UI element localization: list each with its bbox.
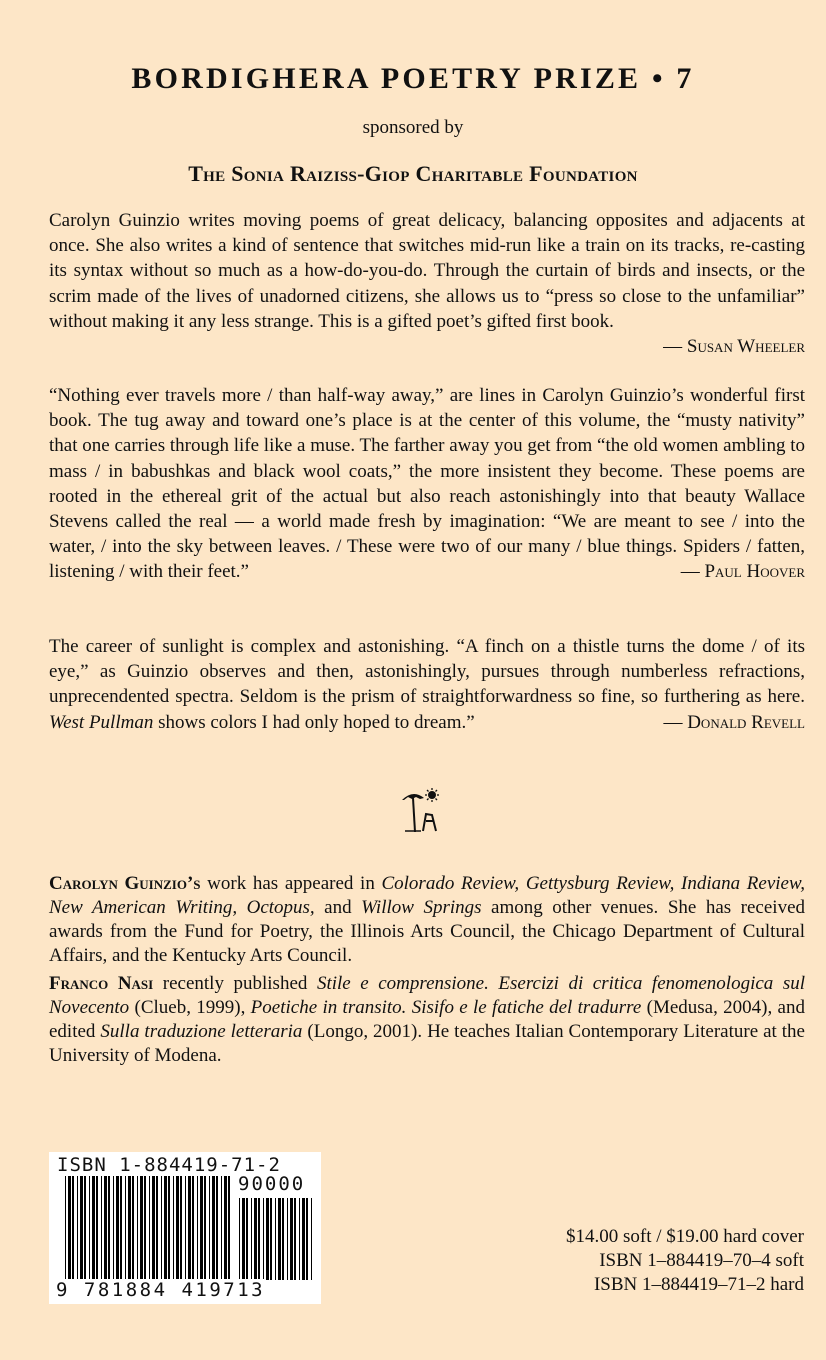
barcode-bar [192, 1176, 194, 1280]
barcode-bar [108, 1176, 110, 1280]
barcode-bar [188, 1176, 191, 1280]
barcode-bar [258, 1198, 260, 1280]
bio-text: (Medusa, 2004), and edited [49, 997, 805, 1042]
bio-text: work has appeared in [200, 873, 382, 894]
blurb-wheeler [49, 208, 805, 359]
blurb-text: Carolyn Guinzio writes moving poems of great delicacy, balancing opposites and adjacents at once. She also writes a kind of sentence that switches mid-run like a train on its tracks, re-casting its syntax without so much as a how-do-you-do. Through the curtain of birds and insects, or the scrim made of the lives of unadorned citizens, she allows us to “press so close to the unfamiliar” without making it any less strange. This is a gifted poet’s gifted first book. [49, 210, 805, 332]
translator-name: Franco Nasi [49, 973, 154, 994]
barcode-bar [302, 1198, 305, 1280]
barcode-bar [137, 1176, 138, 1280]
barcode-bar [168, 1176, 170, 1280]
barcode-bar [156, 1176, 158, 1280]
book-title: West Pullman [49, 711, 154, 733]
bio-text: among other venues. She has received awards from the Fund for Poetry, the Illinois Arts Council, the Chicago Department of Cultural Affairs, and the Kentucky Arts Council. [49, 897, 806, 966]
barcode-bar [216, 1176, 218, 1280]
barcode-bar [68, 1176, 71, 1280]
blurb-revell [49, 634, 805, 735]
isbn-hard: ISBN 1–884419–71–2 hard [593, 1274, 804, 1295]
barcode-bar [161, 1176, 162, 1280]
barcode-bar [270, 1198, 272, 1280]
bio-text: and [314, 897, 362, 918]
barcode-bar [92, 1176, 95, 1280]
blurb-text: “Nothing ever travels more / than half-way away,” are lines in Carolyn Guinzio’s wonderful first book. The tug away and toward one’s place is at the center of this volume, the “musty nativity” that one carries through life like a muse. The farther away you get from “the old women ambling to mass / in babushkas and black wool coats,” the more insistent they become. These poems are rooted in the ethereal grit of the actual but also reach astonishingly into that beauty Wallace Stevens called the real — a world made fresh by imagination: “We are meant to see / into the water, / into the sky between leaves. / These were two of our many / blue things. Spiders / fatten, listening / with their feet.” [49, 385, 805, 583]
attribution-name: — Paul Hoover [680, 561, 805, 583]
blurb-text-end: shows colors I had only hoped to dream.” [153, 711, 475, 733]
book-title: Sulla traduzione letteraria [100, 1021, 303, 1042]
beach-chair-umbrella-icon [399, 787, 443, 835]
barcode-bar [144, 1176, 146, 1280]
foundation-name: The Sonia Raiziss-Giop Charitable Foundation [188, 161, 638, 186]
barcode-bar [266, 1198, 269, 1280]
barcode-ean-number: 9 781884 419713 [56, 1279, 266, 1301]
barcode-bar [84, 1176, 86, 1280]
barcode-bar [164, 1176, 167, 1280]
barcode-bar [239, 1198, 240, 1280]
barcode [49, 1152, 321, 1304]
price-info [566, 1225, 804, 1297]
barcode-bar [116, 1176, 119, 1280]
barcode-bar [104, 1176, 107, 1280]
bio-guinzio [49, 872, 805, 968]
series-title: BORDIGHERA POETRY PRIZE • 7 [131, 62, 695, 95]
barcode-bar [221, 1176, 222, 1280]
barcode-bar [278, 1198, 281, 1280]
book-title: Poetiche in transito. Sisifo e le fatiche del tradurre [250, 997, 642, 1018]
attribution-name: — Susan Wheeler [663, 336, 805, 358]
addon-bars [239, 1198, 315, 1280]
ean-bars [65, 1176, 233, 1280]
bio-text: recently published [153, 973, 317, 994]
barcode-bar [204, 1176, 206, 1280]
barcode-bar [125, 1176, 126, 1280]
barcode-bar [242, 1198, 245, 1280]
barcode-bar [180, 1176, 182, 1280]
barcode-bar [275, 1198, 276, 1280]
price-line: $14.00 soft / $19.00 hard cover [566, 1226, 804, 1247]
barcode-bar [263, 1198, 264, 1280]
barcode-bar [96, 1176, 98, 1280]
barcode-bar [120, 1176, 122, 1280]
barcode-bar [299, 1198, 300, 1280]
barcode-bar [80, 1176, 83, 1280]
barcode-isbn: ISBN 1-884419-71-2 [57, 1154, 281, 1176]
barcode-bar [282, 1198, 284, 1280]
sponsored-by-label: sponsored by [362, 117, 464, 138]
book-title: Stile e comprensione. Esercizi di critica fenomenologica sul Novecento [49, 973, 806, 1018]
barcode-bar [101, 1176, 102, 1280]
barcode-bar [212, 1176, 215, 1280]
barcode-bar [176, 1176, 179, 1280]
journal-title: Willow Springs [361, 897, 482, 918]
barcode-bar [149, 1176, 150, 1280]
barcode-bar [65, 1176, 66, 1280]
barcode-bar [294, 1198, 296, 1280]
barcode-bar [246, 1198, 248, 1280]
journal-titles: Colorado Review, Gettysburg Review, Indiana Review, New American Writing, Octopus, [49, 873, 805, 918]
barcode-bar [254, 1198, 257, 1280]
barcode-price-code: 90000 [238, 1173, 306, 1195]
attribution-name: — Donald Revell [663, 711, 805, 733]
barcode-bar [209, 1176, 210, 1280]
barcode-bar [228, 1176, 230, 1280]
barcode-bar [128, 1176, 131, 1280]
barcode-bar [72, 1176, 74, 1280]
bio-text: (Longo, 2001). He teaches Italian Contemporary Literature at the University of Modena. [49, 1021, 805, 1066]
barcode-bar [89, 1176, 90, 1280]
barcode-bar [200, 1176, 203, 1280]
isbn-soft: ISBN 1–884419–70–4 soft [599, 1250, 804, 1271]
barcode-bar [224, 1176, 227, 1280]
barcode-bar [77, 1176, 78, 1280]
barcode-bar [306, 1198, 308, 1280]
barcode-bar [251, 1198, 252, 1280]
barcode-bar [290, 1198, 293, 1280]
blurb-attribution [49, 334, 805, 359]
blurb-text: The career of sunlight is complex and astonishing. “A finch on a thistle turns the dome / of its eye,” as Guinzio observes and then, astonishingly, pursues through numberless refractions, unprecendented spectra. Seldom is the prism of straightforwardness so fine, so furthering as here. [49, 636, 805, 708]
barcode-bar [140, 1176, 143, 1280]
barcode-bar [287, 1198, 288, 1280]
barcode-bar [152, 1176, 155, 1280]
barcode-bar [185, 1176, 186, 1280]
author-name: Carolyn Guinzio’s [49, 873, 201, 894]
barcode-bar [132, 1176, 134, 1280]
bio-nasi [49, 972, 805, 1068]
barcode-bar [311, 1198, 312, 1280]
bio-text: (Clueb, 1999), [129, 997, 251, 1018]
barcode-bar [197, 1176, 198, 1280]
barcode-bar [173, 1176, 174, 1280]
barcode-bar [113, 1176, 114, 1280]
blurb-hoover [49, 383, 805, 585]
